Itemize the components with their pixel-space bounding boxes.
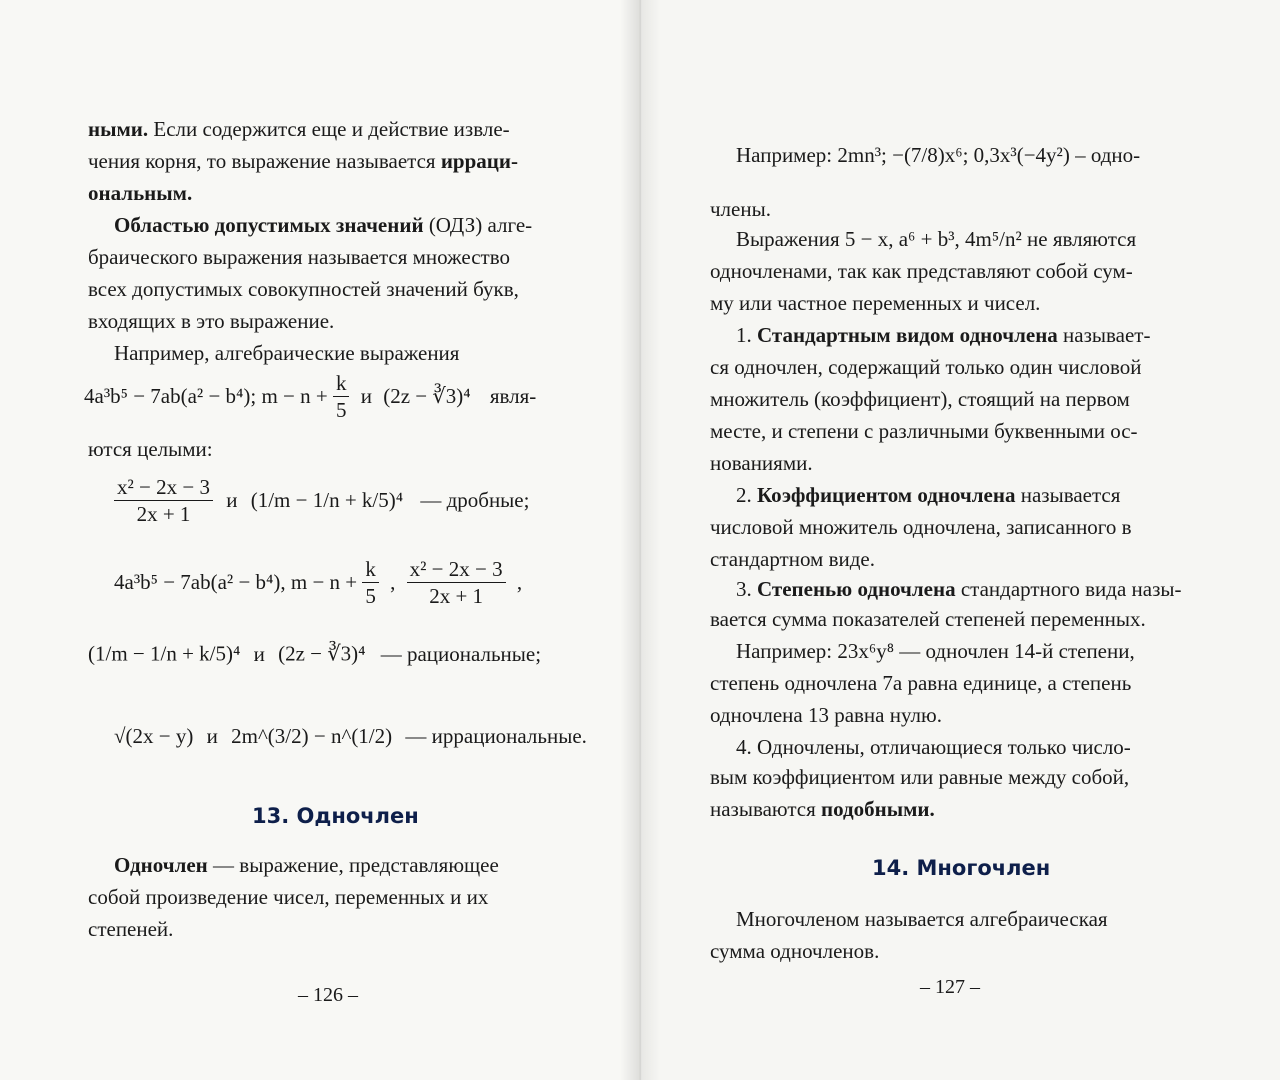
math-text: 4a³b⁵ − 7ab(a² − b⁴); m − n + (84, 384, 328, 408)
text-line: браического выражения называется множество (88, 245, 510, 269)
bold-term: Стандартным видом одночлена (757, 323, 1058, 347)
math-text: и (253, 641, 265, 666)
text-line: вым коэффициентом или равные между собой, (710, 765, 1130, 789)
fraction-numerator: k (362, 556, 379, 583)
text-line: числовой множитель одночлена, записанного в (710, 515, 1132, 539)
text-line: одночленами, так как представляют собой сум- (710, 259, 1133, 283)
text-line (710, 796, 935, 822)
math-text: и (226, 488, 238, 512)
text-span: Если содержится еще и действие извле- (153, 117, 510, 141)
text-span: называется (1020, 483, 1121, 507)
math-text: (2z − ∛3)⁴ (383, 384, 471, 408)
text-line (88, 180, 192, 206)
bold-term: Коэффициентом одночлена (757, 483, 1016, 507)
text-line: вается сумма показателей степеней переменных. (710, 607, 1146, 631)
text-line: Например, алгебраические выражения (114, 341, 460, 365)
text-span: чения корня, то выражение называется (88, 149, 436, 173)
math-expression-integer (84, 370, 536, 423)
book-gutter-shadow (620, 0, 660, 1080)
text-line: члены. (710, 197, 771, 221)
text-line: всех допустимых совокупностей значений букв, (88, 277, 519, 301)
section-heading-14: 14. Многочлен (872, 856, 1051, 880)
right-page (640, 0, 1280, 1080)
page-number: – 127 – (920, 976, 980, 998)
text-line: степень одночлена 7a равна единице, а степень (710, 671, 1132, 695)
text-line: входящих в это выражение. (88, 309, 335, 333)
text-span: явля- (489, 384, 537, 408)
fraction-denominator: 5 (365, 584, 376, 608)
math-text: 2m^(3/2) − n^(1/2) (231, 724, 393, 748)
text-span: (ОДЗ) алге- (428, 213, 533, 237)
bold-term: подобными. (821, 797, 935, 821)
text-span: — дробные; (420, 488, 530, 512)
text-line: степеней. (88, 917, 174, 941)
text-line: месте, и степени с различными буквенными ос- (710, 419, 1138, 443)
text-span: 2. (736, 483, 752, 507)
section-heading-13: 13. Одночлен (252, 804, 419, 828)
text-line: Например: 2mn³; −(7/8)x⁶; 0,3x³(−4y²) – одно- (736, 143, 1141, 167)
fraction-numerator: x² − 2x − 3 (114, 474, 213, 501)
text-line: сумма одночленов. (710, 939, 880, 963)
math-text: √(2x − y) (114, 724, 194, 748)
text-span: называются (710, 797, 816, 821)
text-line: одночлена 13 равна нулю. (710, 703, 942, 727)
fraction-k-5 (333, 370, 350, 423)
bold-term: ными. (88, 117, 149, 141)
bold-term: ирраци- (440, 149, 518, 173)
fraction-numerator: k (333, 370, 350, 397)
bold-term: Одночлен (114, 853, 208, 877)
text-line: стандартном виде. (710, 547, 876, 571)
math-text: и (360, 384, 372, 408)
text-line: Например: 23x⁶y⁸ — одночлен 14-й степени, (736, 639, 1135, 663)
math-expression-rational-1 (114, 556, 522, 609)
math-expression-fractional (114, 474, 529, 527)
text-line: ся одночлен, содержащий только один числовой (710, 355, 1142, 379)
text-span: — рациональные; (380, 641, 542, 666)
text-line (736, 482, 1120, 508)
bold-term: ональным. (88, 181, 193, 205)
fraction-quadratic (114, 474, 213, 527)
text-line: Многочленом называется алгебраическая (736, 907, 1108, 931)
text-line (114, 212, 532, 238)
text-span: стандартного вида назы- (960, 577, 1182, 601)
text-line: нованиями. (710, 451, 813, 475)
math-text: (2z − ∛3)⁴ (278, 641, 366, 666)
math-text: 4a³b⁵ − 7ab(a² − b⁴), m − n + (114, 570, 358, 594)
text-line: собой произведение чисел, переменных и их (88, 885, 489, 909)
bold-term: Областью допустимых значений (114, 213, 424, 237)
text-line (736, 322, 1150, 348)
fraction-denominator: 2x + 1 (136, 502, 191, 526)
text-line: Выражения 5 − x, a⁶ + b³, 4m⁵/n² не являются (736, 227, 1137, 251)
fraction-quadratic (407, 556, 506, 609)
fraction-denominator: 5 (335, 398, 347, 422)
text-line: множитель (коэффициент), стоящий на первом (710, 387, 1130, 411)
text-line (736, 576, 1182, 602)
text-line (88, 116, 510, 142)
math-text: и (206, 724, 218, 748)
math-text: (1/m − 1/n + k/5)⁴ (250, 488, 404, 512)
fraction-k-5 (362, 556, 379, 609)
text-span: — иррациональные. (405, 724, 587, 748)
text-span: 1. (736, 323, 752, 347)
bold-term: Степенью одночлена (757, 577, 956, 601)
text-line: 4. Одночлены, отличающиеся только число- (736, 735, 1131, 759)
math-text: , (516, 570, 523, 594)
text-span: называет- (1063, 323, 1151, 347)
fraction-denominator: 2x + 1 (429, 584, 484, 608)
math-expression-irrational (114, 724, 587, 749)
text-line (114, 852, 499, 878)
text-span: 3. (736, 577, 752, 601)
text-span: — выражение, представляющее (213, 853, 499, 877)
text-line: му или частное переменных и чисел. (710, 291, 1041, 315)
page-number: – 126 – (298, 984, 358, 1006)
math-text: , (390, 570, 396, 594)
math-expression-rational-2 (88, 640, 541, 667)
fraction-numerator: x² − 2x − 3 (407, 556, 506, 583)
text-line: ются целыми: (88, 437, 213, 461)
math-text: (1/m − 1/n + k/5)⁴ (88, 641, 241, 666)
text-line (88, 148, 518, 174)
